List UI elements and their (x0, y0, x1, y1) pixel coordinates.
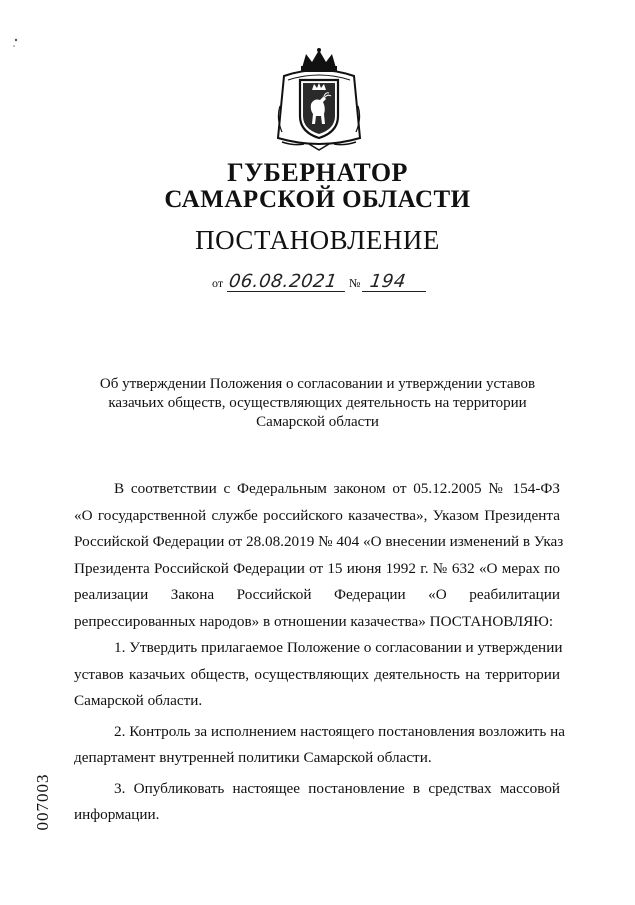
number-label: № (349, 276, 361, 290)
issuer-title-line1: ГУБЕРНАТОР (227, 158, 408, 187)
scan-marks (10, 20, 30, 60)
preamble-line: Российской Федерации от 28.08.2019 № 404 «О внесении изменений в Указ (74, 533, 564, 550)
side-code-text: 007003 (33, 773, 52, 831)
samara-coat-of-arms-icon (274, 46, 364, 154)
item1-line: уставов казачьих обществ, осуществляющих деятельность на территории (74, 665, 560, 683)
subject-line: Об утверждении Положения о согласовании и утверждении уставов (99, 376, 536, 392)
date-value: 06.08.2021 (227, 271, 339, 292)
document-subject (60, 375, 575, 432)
preamble-line: Президента Российской Федерации от 15 июня 1992 г. № 632 «О мерах по (74, 559, 560, 577)
document-type: ПОСТАНОВЛЕНИЕ (195, 225, 440, 255)
item2-line: 2. Контроль за исполнением настоящего постановления возложить на (114, 722, 565, 740)
document-body (74, 476, 565, 829)
number-value: 194 (368, 271, 408, 292)
item1-line: Самарской области. (74, 692, 203, 709)
preamble-line: реализации Закона Российской Федерации «О реабилитации (74, 586, 560, 603)
subject-line: казачьих обществ, осуществляющих деятельность на территории (108, 395, 527, 411)
item3-line: 3. Опубликовать настоящее постановление в средствах массовой (114, 779, 560, 797)
item2-line: департамент внутренней политики Самарской области. (74, 749, 432, 766)
side-registration-code (28, 772, 58, 832)
date-number-line (212, 272, 427, 294)
item1-line: 1. Утвердить прилагаемое Положение о согласовании и утверждении (114, 639, 563, 656)
subject-line: Самарской области (256, 414, 379, 430)
item3-line: информации. (74, 806, 160, 823)
preamble-line: репрессированных народов» в отношении казачества» ПОСТАНОВЛЯЮ: (74, 612, 554, 630)
preamble-line: В соответствии с Федеральным законом от 05.12.2005 № 154-ФЗ (114, 480, 560, 497)
issuer-title-line2: САМАРСКОЙ ОБЛАСТИ (164, 186, 471, 213)
preamble-line: «О государственной службе российского казачества», Указом Президента (74, 506, 560, 524)
date-label: от (212, 276, 224, 290)
